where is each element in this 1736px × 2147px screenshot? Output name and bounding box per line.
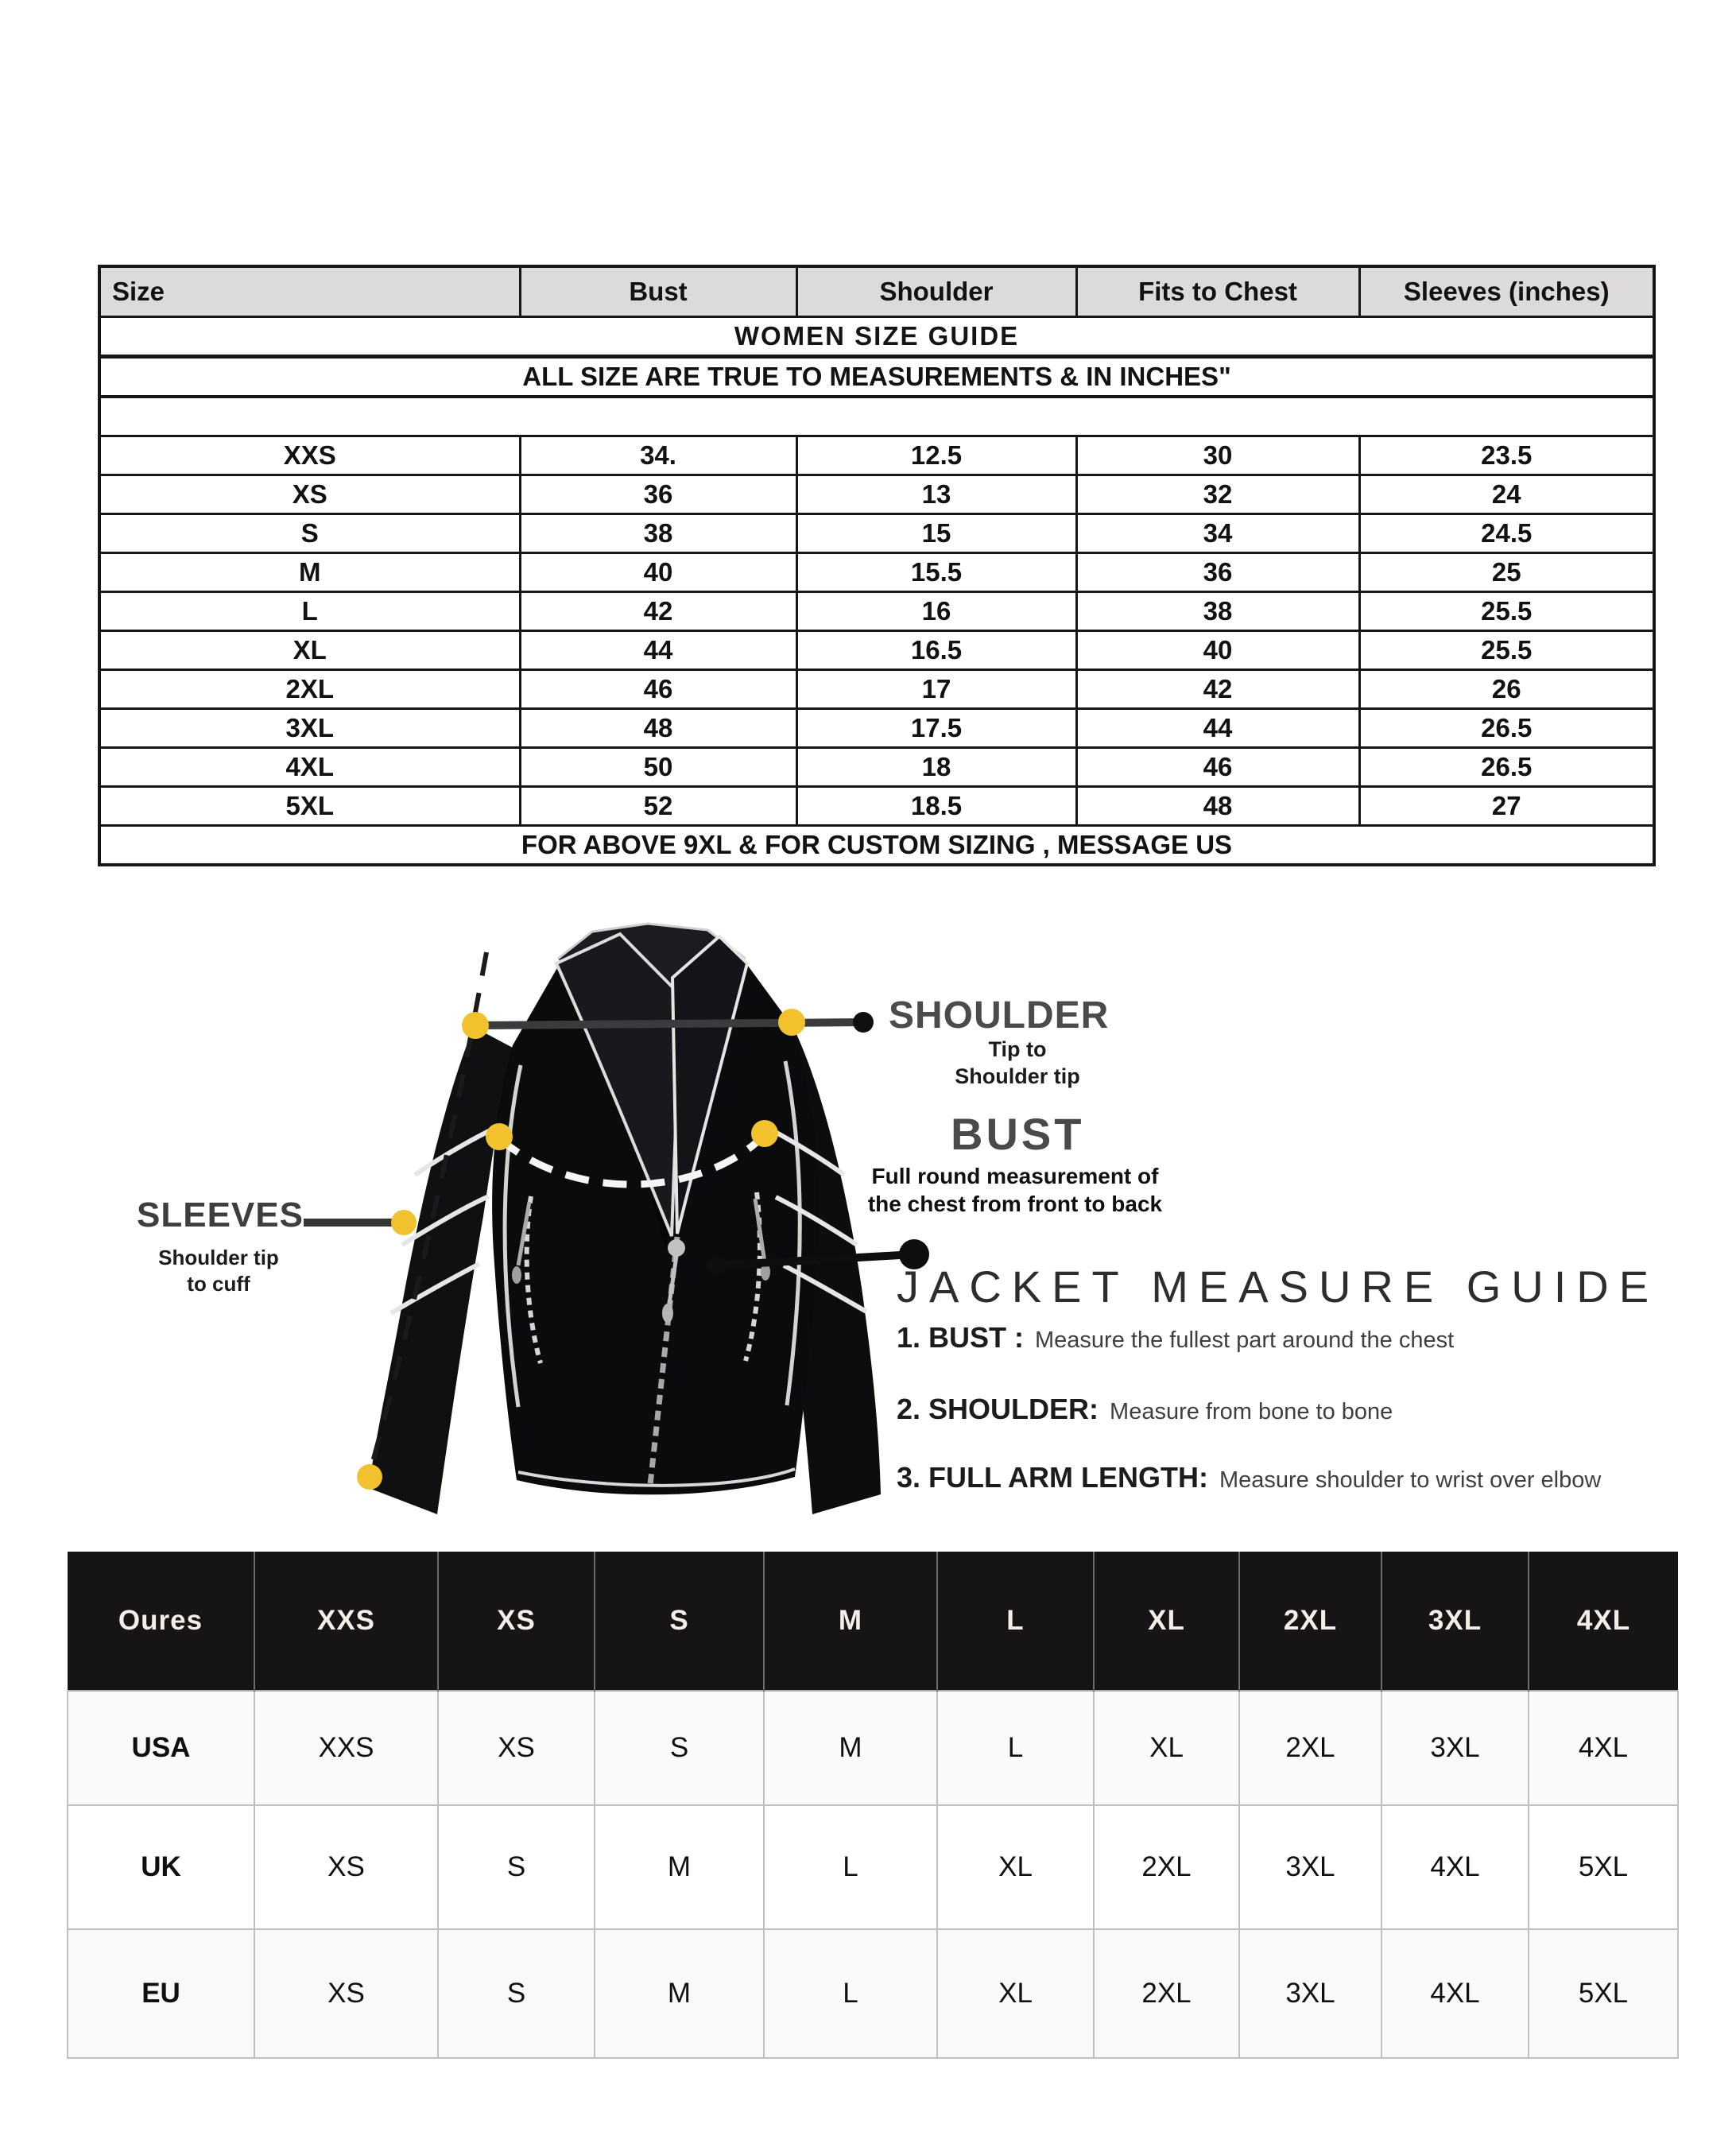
- conversion-cell: 5XL: [1529, 1929, 1678, 2058]
- region-label: EU: [68, 1929, 254, 2058]
- sleeves-desc-line2: to cuff: [187, 1272, 250, 1296]
- spacer-row: [99, 397, 1654, 436]
- conversion-header-cell: XL: [1094, 1552, 1239, 1691]
- conversion-cell: XL: [1094, 1691, 1239, 1805]
- conversion-header-cell: 2XL: [1239, 1552, 1381, 1691]
- size-cell-value: 18: [796, 748, 1076, 787]
- size-cell-value: 38: [1076, 592, 1359, 631]
- size-cell-value: 52: [520, 787, 796, 826]
- size-cell-value: 34: [1076, 514, 1359, 553]
- shoulder-label: SHOULDER: [889, 994, 1110, 1037]
- size-cell-value: 26.5: [1359, 748, 1654, 787]
- size-cell-label: M: [99, 553, 520, 592]
- size-table-row: [99, 514, 1654, 553]
- guide-item-bust-label: 1. BUST :: [897, 1321, 1025, 1354]
- guide-item-bust: [897, 1321, 1454, 1354]
- size-table-row: [99, 592, 1654, 631]
- size-conversion-table: [67, 1552, 1677, 2059]
- size-cell-value: 40: [520, 553, 796, 592]
- conversion-cell: S: [595, 1691, 764, 1805]
- conversion-header-cell: 3XL: [1381, 1552, 1529, 1691]
- conversion-cell: S: [438, 1805, 595, 1929]
- conversion-cell: 4XL: [1529, 1691, 1678, 1805]
- size-table-header: [99, 266, 1654, 317]
- size-cell-value: 48: [520, 709, 796, 748]
- conversion-table-body: [68, 1691, 1678, 2058]
- conversion-cell: 2XL: [1094, 1929, 1239, 2058]
- size-cell-value: 50: [520, 748, 796, 787]
- zipper-slider: [668, 1239, 685, 1257]
- col-header-sleeves: Sleeves (inches): [1359, 266, 1654, 317]
- guide-item-arm-length-label: 3. FULL ARM LENGTH:: [897, 1461, 1208, 1494]
- size-table-row: [99, 436, 1654, 475]
- guide-item-arm-length-desc: Measure shoulder to wrist over elbow: [1219, 1467, 1602, 1493]
- women-size-guide-table: [98, 265, 1653, 866]
- conversion-row: [68, 1929, 1678, 2058]
- size-cell-value: 40: [1076, 631, 1359, 670]
- conversion-cell: XS: [254, 1929, 438, 2058]
- conversion-cell: XS: [438, 1691, 595, 1805]
- guide-pointer-dot-small: [707, 1256, 727, 1275]
- size-cell-value: 30: [1076, 436, 1359, 475]
- sleeves-desc-line1: Shoulder tip: [158, 1246, 279, 1269]
- size-cell-label: XS: [99, 475, 520, 514]
- col-header-bust: Bust: [520, 266, 796, 317]
- size-cell-label: 2XL: [99, 670, 520, 709]
- conversion-row: [68, 1805, 1678, 1929]
- guide-item-shoulder-label: 2. SHOULDER:: [897, 1393, 1099, 1425]
- size-cell-value: 16.5: [796, 631, 1076, 670]
- size-cell-value: 25: [1359, 553, 1654, 592]
- size-cell-value: 26.5: [1359, 709, 1654, 748]
- conversion-cell: 3XL: [1381, 1691, 1529, 1805]
- size-table-row: [99, 670, 1654, 709]
- size-cell-label: 4XL: [99, 748, 520, 787]
- conversion-header-cell: L: [937, 1552, 1094, 1691]
- conversion-cell: M: [595, 1805, 764, 1929]
- size-cell-value: 24: [1359, 475, 1654, 514]
- conversion-cell: L: [764, 1805, 937, 1929]
- guide-item-shoulder-desc: Measure from bone to bone: [1110, 1399, 1393, 1424]
- sleeves-label: SLEEVES: [137, 1196, 304, 1234]
- size-table-row: [99, 631, 1654, 670]
- col-header-fits-to-chest: Fits to Chest: [1076, 266, 1359, 317]
- region-label: UK: [68, 1805, 254, 1929]
- marker-shoulder-right: [778, 1009, 805, 1036]
- size-cell-label: XXS: [99, 436, 520, 475]
- conversion-cell: 3XL: [1239, 1805, 1381, 1929]
- conversion-header-cell: XXS: [254, 1552, 438, 1691]
- conversion-cell: M: [595, 1929, 764, 2058]
- conversion-header-row: [68, 1552, 1678, 1691]
- size-cell-value: 42: [520, 592, 796, 631]
- size-guide-footer-note: FOR ABOVE 9XL & FOR CUSTOM SIZING , MESSAGE US: [99, 826, 1654, 866]
- size-cell-value: 23.5: [1359, 436, 1654, 475]
- bust-desc-line1: Full round measurement of: [871, 1164, 1159, 1188]
- sleeves-description: [127, 1245, 310, 1297]
- conversion-cell: 4XL: [1381, 1805, 1529, 1929]
- left-pocket-tab: [512, 1266, 521, 1284]
- marker-cuff: [357, 1464, 382, 1490]
- size-cell-label: S: [99, 514, 520, 553]
- size-cell-value: 36: [1076, 553, 1359, 592]
- size-cell-value: 46: [520, 670, 796, 709]
- conversion-cell: M: [764, 1691, 937, 1805]
- shoulder-pointer-dot: [853, 1012, 874, 1033]
- size-table-row: [99, 709, 1654, 748]
- size-cell-value: 13: [796, 475, 1076, 514]
- size-cell-value: 44: [1076, 709, 1359, 748]
- conversion-cell: 5XL: [1529, 1805, 1678, 1929]
- size-cell-label: L: [99, 592, 520, 631]
- size-cell-value: 38: [520, 514, 796, 553]
- region-label: USA: [68, 1691, 254, 1805]
- conversion-cell: 4XL: [1381, 1929, 1529, 2058]
- shoulder-sub-line2: Shoulder tip: [955, 1064, 1080, 1088]
- guide-item-bust-desc: Measure the fullest part around the chest: [1035, 1327, 1455, 1353]
- marker-chest-left: [486, 1123, 513, 1150]
- conversion-cell: XL: [937, 1805, 1094, 1929]
- size-table-row: [99, 787, 1654, 826]
- size-cell-value: 16: [796, 592, 1076, 631]
- conversion-cell: XXS: [254, 1691, 438, 1805]
- conversion-cell: L: [764, 1929, 937, 2058]
- size-table-row: [99, 748, 1654, 787]
- size-guide-subtitle: ALL SIZE ARE TRUE TO MEASUREMENTS & IN INCHES": [99, 357, 1654, 397]
- jacket-left-sleeve: [369, 1027, 513, 1514]
- conversion-cell: S: [438, 1929, 595, 2058]
- jacket-measure-guide-title: JACKET MEASURE GUIDE: [897, 1261, 1660, 1312]
- conversion-cell: L: [937, 1691, 1094, 1805]
- size-cell-value: 17: [796, 670, 1076, 709]
- conversion-header-cell: Oures: [68, 1552, 254, 1691]
- conversion-cell: 3XL: [1239, 1929, 1381, 2058]
- size-table-body: [99, 436, 1654, 826]
- shoulder-sub-line1: Tip to: [988, 1037, 1047, 1061]
- conversion-header-cell: 4XL: [1529, 1552, 1678, 1691]
- size-cell-label: XL: [99, 631, 520, 670]
- conversion-header-cell: S: [595, 1552, 764, 1691]
- marker-shoulder-left: [462, 1012, 489, 1039]
- conversion-cell: 2XL: [1239, 1691, 1381, 1805]
- guide-item-arm-length: [897, 1461, 1601, 1494]
- guide-item-shoulder: [897, 1393, 1393, 1426]
- size-cell-value: 42: [1076, 670, 1359, 709]
- size-cell-value: 48: [1076, 787, 1359, 826]
- size-cell-value: 25.5: [1359, 592, 1654, 631]
- size-cell-value: 46: [1076, 748, 1359, 787]
- size-table-row: [99, 553, 1654, 592]
- shoulder-sublabel: [906, 1036, 1129, 1090]
- marker-chest-right: [751, 1120, 778, 1147]
- size-cell-value: 12.5: [796, 436, 1076, 475]
- size-cell-value: 32: [1076, 475, 1359, 514]
- col-header-size: Size: [99, 266, 520, 317]
- size-cell-value: 15.5: [796, 553, 1076, 592]
- conversion-cell: XS: [254, 1805, 438, 1929]
- size-cell-value: 36: [520, 475, 796, 514]
- conversion-row: [68, 1691, 1678, 1805]
- size-cell-value: 17.5: [796, 709, 1076, 748]
- size-cell-value: 26: [1359, 670, 1654, 709]
- marker-sleeve-mid: [391, 1210, 417, 1235]
- col-header-shoulder: Shoulder: [796, 266, 1076, 317]
- bust-description: [852, 1162, 1178, 1218]
- size-cell-value: 24.5: [1359, 514, 1654, 553]
- bust-desc-line2: the chest from front to back: [867, 1192, 1163, 1216]
- size-cell-label: 3XL: [99, 709, 520, 748]
- size-cell-value: 15: [796, 514, 1076, 553]
- zipper-pull-tab: [662, 1304, 673, 1323]
- size-table-row: [99, 475, 1654, 514]
- size-guide-title: WOMEN SIZE GUIDE: [99, 317, 1654, 357]
- size-cell-value: 27: [1359, 787, 1654, 826]
- size-cell-value: 18.5: [796, 787, 1076, 826]
- conversion-header-cell: M: [764, 1552, 937, 1691]
- conversion-header-cell: XS: [438, 1552, 595, 1691]
- conversion-cell: 2XL: [1094, 1805, 1239, 1929]
- size-cell-value: 44: [520, 631, 796, 670]
- size-cell-value: 25.5: [1359, 631, 1654, 670]
- conversion-cell: XL: [937, 1929, 1094, 2058]
- size-cell-value: 34.: [520, 436, 796, 475]
- bust-label: BUST: [951, 1109, 1085, 1159]
- size-cell-label: 5XL: [99, 787, 520, 826]
